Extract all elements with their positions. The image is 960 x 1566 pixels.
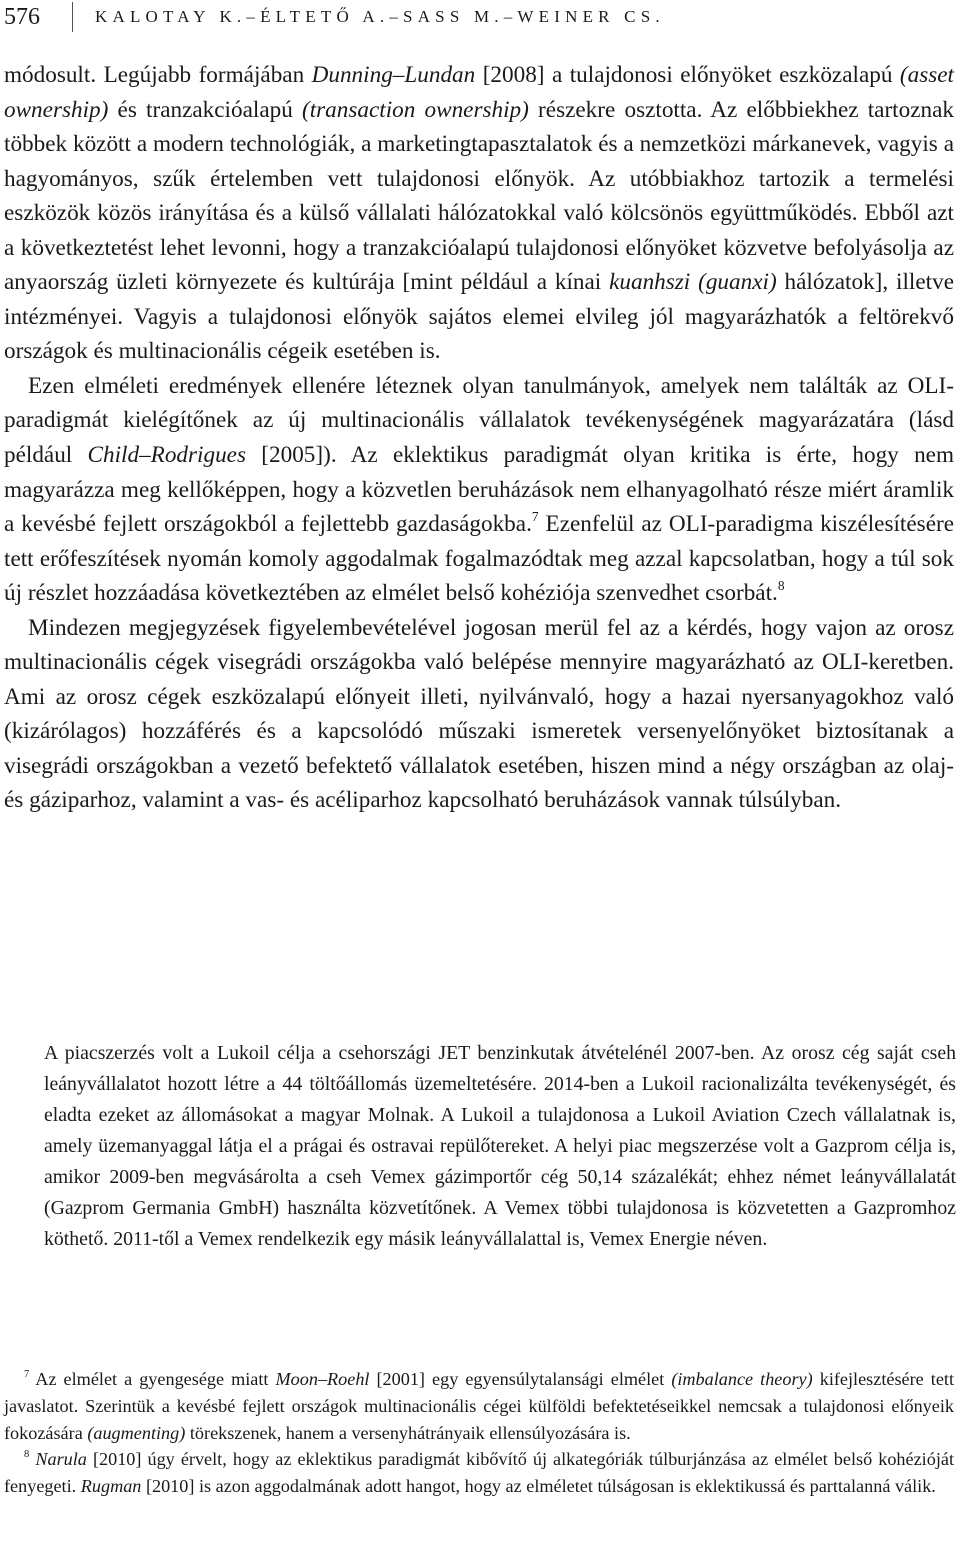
paragraph-3: Mindezen megjegyzések figyelembevételével jogosan merül fel az a kérdés, hogy vajon az orosz multinacionális cégek visegrádi országokba való belépése mennyire magyarázható az OLI-keretben. Ami az orosz cégek eszközalapú előnyeit illeti, nyilvánvaló, hogy a hazai nyersanyagokhoz való (kizárólagos) hozzáférés és a kapcsolódó műszaki ismeretek versenyelőnyöket biztosítanak a visegrádi országokban a vezető befektető vállalatok esetében, hiszen mind a négy országban az olaj- és gáziparhoz, valamint a vas- és acéliparhoz kapcsolható beruházások vannak túlsúlyban. bbox=[4, 614, 954, 814]
text-run: módosult. Legújabb formájában bbox=[4, 62, 312, 88]
case-study-box bbox=[44, 1038, 956, 1255]
text-run: Ezen elméleti eredmények ellenére léteznek olyan tanulmányok, amelyek nem találták az OLI-paradigmát kielégítőnek az új multinacionális vállalatok tevékenységének magyarázatára (lásd például bbox=[4, 372, 954, 469]
text-run: kifejlesztésére tett javaslatot. Szerintük a kevésbé fejlett országok multinacionális cégei külföldi befektetéseikkel nemcsak a tulajdonosi előnyeik fokozására bbox=[4, 1369, 954, 1443]
footnote-ref-7[interactable]: 7 bbox=[531, 509, 539, 525]
english-term: (augmenting) bbox=[87, 1422, 186, 1443]
running-head bbox=[4, 2, 665, 32]
main-text bbox=[4, 58, 954, 818]
footnote-mark: 7 bbox=[24, 1369, 30, 1381]
english-term: (imbalance theory) bbox=[671, 1369, 813, 1389]
case-study-text: A piacszerzés volt a Lukoil célja a csehországi JET benzinkutak átvételénél 2007-ben. Az orosz cég saját cseh leányvállalatot hozott létre a 44 töltőállomás üzemeltetésére. 2014-ben a Lukoil racionalizálta tevékenységét, és eladta ezeket az állomásokat a magyar Molnak. A Lukoil a tulajdonosa a Lukoil Aviation Czech vállalatnak is, amely üzemanyaggal látja el a prágai és ostravai repülőtereket. A helyi piac megszerzése volt a Gazprom célja is, amikor 2009-ben megvásárolta a cseh Vemex gázimportőr cég 50,14 százalékát; ehhez német leányvállalatát (Gazprom Germania GmbH) használta közvetítőnek. A Vemex többi tulajdonosa is közvetetten a Gazpromhoz köthető. 2011-től a Vemex rendelkezik egy másik leányvállalattal is, Vemex Energie néven. bbox=[44, 1042, 956, 1250]
text-run: törekszenek, hanem a versenyhátrányaik ellensúlyozására is. bbox=[185, 1422, 631, 1443]
footnotes bbox=[4, 1366, 954, 1500]
foreign-term: kuanhszi (guanxi) bbox=[609, 269, 777, 296]
footnote-mark: 8 bbox=[24, 1449, 30, 1461]
citation-author: Dunning–Lundan bbox=[311, 62, 476, 88]
english-term: (transaction ownership) bbox=[301, 96, 529, 123]
header-divider bbox=[72, 2, 73, 32]
text-run: hálózatok], illetve intézményei. Vagyis a tulajdonosi előnyök sajátos elemei elvileg jól magyarázhatók a feltörekvő országok és multinacionális cégeik esetében is. bbox=[4, 269, 954, 365]
citation-author: Child–Rodrigues bbox=[87, 442, 246, 469]
citation-author: Rugman bbox=[80, 1476, 142, 1497]
paragraph-1 bbox=[4, 58, 954, 369]
text-run: [2008] a tulajdonosi előnyöket eszközalapú bbox=[475, 62, 900, 88]
text-run: [2010] úgy érvelt, hogy az eklektikus paradigmát kibővítő új alkategóriák túlburjánzása az elmélet belső kohézióját fenyegeti. bbox=[4, 1449, 954, 1497]
footnote-8 bbox=[4, 1446, 954, 1500]
citation-author: Narula bbox=[35, 1449, 87, 1470]
footnote-7 bbox=[4, 1366, 954, 1446]
text-run: Ezenfelül az OLI-paradigma kiszélesítésére tett erőfeszítések nyomán komoly aggodalmak fogalmazódtak meg azzal kapcsolatban, hogy a túl sok új részlet hozzáadása következtében az elmélet belső kohéziója szenvedhet csorbát. bbox=[4, 511, 954, 607]
page-number: 576 bbox=[4, 4, 40, 30]
text-run: részekre osztotta. Az előbbiekhez tartoznak többek között a modern technológiák, a marketingtapasztalatok és a nemzetközi márkanevek, vagyis a hagyományos, szűk értelemben vett tulajdonosi előnyök. Az utóbbiakhoz tartozik a termelési eszközök közös irányítása és a külső vállalati hálózatokkal való kölcsönös együttműködés. Ebből azt a következtetést lehet levonni, hogy a tranzakcióalapú tulajdonosi előnyöket közvetve befolyásolja az anyaország üzleti környezete és kultúrája [mint például a kínai bbox=[4, 96, 954, 296]
text-run: Az elmélet a gyengesége miatt bbox=[29, 1369, 276, 1389]
english-term: (asset ownership) bbox=[4, 62, 954, 123]
text-run: [2001] egy egyensúlytalansági elmélet bbox=[369, 1369, 672, 1389]
footnote-ref-8[interactable]: 8 bbox=[777, 578, 785, 594]
text-run: és tranzakcióalapú bbox=[108, 96, 302, 123]
citation-author: Moon–Roehl bbox=[275, 1369, 370, 1389]
text-run: [2005]). Az eklektikus paradigmát olyan kritika is érte, hogy nem magyarázza meg kellőképpen, hogy a közvetlen beruházások nem elhanyagolható része miért áramlik a kevésbé fejlett országokból a fejlettebb gazdaságokba. bbox=[4, 442, 954, 538]
running-head-authors: KALOTAY K.–ÉLTETŐ A.–SASS M.–WEINER CS. bbox=[95, 7, 665, 26]
paragraph-2 bbox=[4, 369, 954, 611]
text-run: [2010] is azon aggodalmának adott hangot, hogy az elméletet túlságosan is eklektikussá és parttalanná válik. bbox=[141, 1476, 936, 1497]
